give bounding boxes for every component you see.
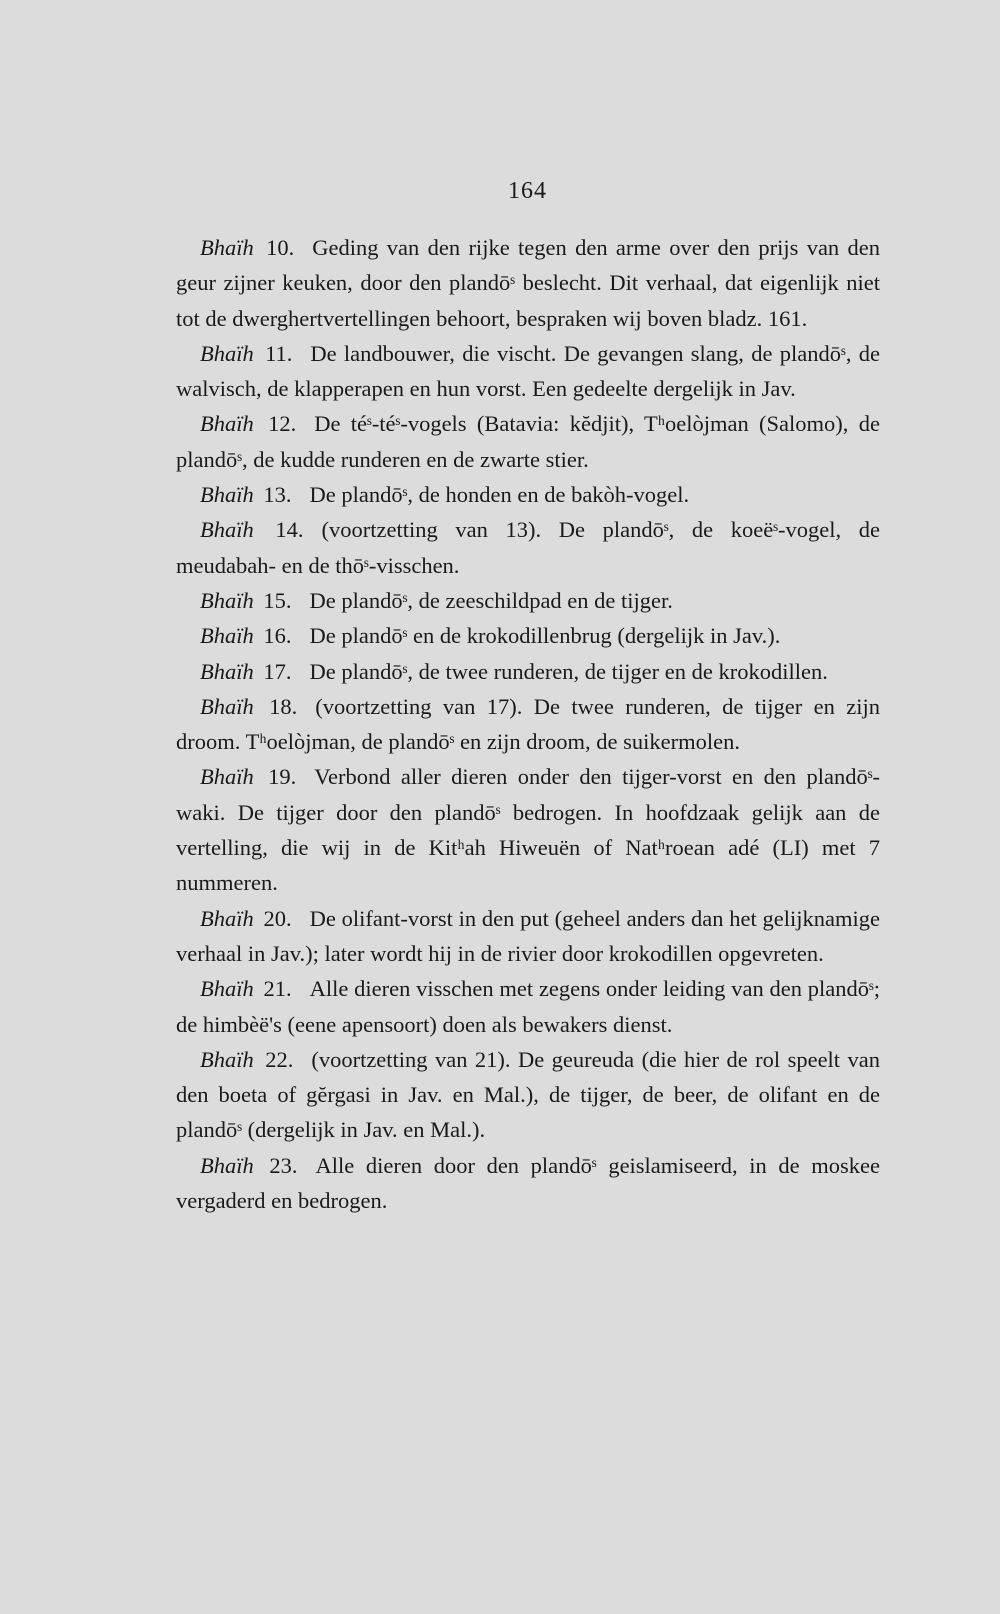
entry-label: Bhaïh	[200, 905, 254, 931]
entry-label: Bhaïh	[200, 1046, 254, 1072]
entry-text: De plandōˢ, de honden en de bakòh-vogel.	[309, 482, 690, 508]
entry-20	[176, 901, 880, 972]
entry-label: Bhaïh	[200, 517, 254, 543]
entry-text: Alle dieren visschen met zegens onder leiding van den plandōˢ; de himbèë's (eene apensoort) doen als bewakers dienst.	[176, 976, 881, 1037]
entry-label: Bhaïh	[200, 976, 254, 1002]
entry-16	[176, 618, 880, 653]
entry-label: Bhaïh	[200, 482, 254, 508]
entry-number: 13.	[263, 482, 292, 508]
entry-text: Geding van den rijke tegen den arme over den prijs van den geur zijner keuken, door den plandōˢ beslecht. Dit verhaal, dat eigenlijk niet tot de dwerghertvertellingen behoort, bespraken wij boven bladz. 161.	[176, 235, 881, 331]
entry-label: Bhaïh	[200, 693, 254, 719]
entry-14	[176, 512, 880, 583]
entry-number: 21.	[263, 976, 292, 1002]
entry-17	[176, 654, 880, 689]
entry-label: Bhaïh	[200, 764, 254, 790]
entry-label: Bhaïh	[200, 587, 254, 613]
entry-number: 10.	[266, 235, 295, 260]
page-number: 164	[508, 178, 547, 204]
entry-number: 22.	[265, 1046, 294, 1072]
entry-number: 11.	[265, 340, 293, 366]
entry-13	[176, 477, 880, 512]
entry-label: Bhaïh	[200, 1152, 254, 1178]
entry-text: (voortzetting van 21). De geureuda (die hier de rol speelt van den boeta of gĕrgasi in Jav. en Mal.), de tijger, de beer, de olifant en de plandōˢ (dergelijk in Jav. en Mal.).	[176, 1046, 880, 1143]
entry-10	[176, 230, 880, 336]
entry-text: De plandōˢ, de zeeschildpad en de tijger.	[309, 587, 673, 613]
entry-number: 20.	[263, 905, 292, 931]
entry-text: De plandōˢ, de twee runderen, de tijger en de krokodillen.	[309, 658, 828, 684]
entry-number: 15.	[263, 587, 292, 613]
entry-number: 17.	[263, 658, 292, 684]
entry-number: 16.	[263, 623, 292, 649]
entry-text: De landbouwer, die vischt. De gevangen slang, de plandōˢ, de walvisch, de klapperapen en hun vorst. Een gedeelte dergelijk in Jav.	[176, 340, 880, 402]
entry-text: De téˢ-téˢ-vogels (Batavia: kĕdjit), Tʰoelòjman (Salomo), de plandōˢ, de kudde runderen en de zwarte stier.	[176, 411, 880, 472]
entry-text: Alle dieren door den plandōˢ geislamiseerd, in de moskee vergaderd en bedrogen.	[176, 1152, 880, 1214]
entry-21	[176, 971, 880, 1042]
entry-number: 19.	[268, 764, 297, 790]
entry-18	[176, 689, 880, 760]
entry-number: 23.	[269, 1152, 298, 1178]
entry-number: 14.	[275, 517, 304, 543]
body-text	[176, 230, 880, 1218]
entry-number: 18.	[269, 693, 298, 719]
entry-12	[176, 406, 880, 477]
entry-label: Bhaïh	[200, 235, 254, 260]
entry-text: De olifant-vorst in den put (geheel anders dan het gelijknamige verhaal in Jav.); later wordt hij in de rivier door krokodillen opgevreten.	[176, 905, 880, 966]
entry-11	[176, 336, 880, 407]
entry-label: Bhaïh	[200, 411, 254, 437]
entry-text: (voortzetting van 17). De twee runderen, de tijger en zijn droom. Tʰoelòjman, de plandōˢ en zijn droom, de suikermolen.	[176, 693, 881, 755]
entry-text: De plandōˢ en de krokodillenbrug (dergelijk in Jav.).	[309, 623, 781, 649]
entry-label: Bhaïh	[200, 658, 254, 684]
entry-15	[176, 583, 880, 618]
entry-22	[176, 1042, 880, 1148]
entry-23	[176, 1148, 880, 1219]
entry-number: 12.	[268, 411, 297, 437]
entry-label: Bhaïh	[200, 623, 254, 649]
entry-text: (voortzetting van 13). De plandōˢ, de koeëˢ-vogel, de meudabah- en de thōˢ-visschen.	[176, 517, 880, 578]
entry-label: Bhaïh	[200, 340, 254, 366]
entry-19	[176, 759, 880, 900]
entry-text: Verbond aller dieren onder den tijger-vorst en den plandōˢ-waki. De tijger door den plandōˢ bedrogen. In hoofdzaak gelijk aan de vertelling, die wij in de Kitʰah Hiweuën of Natʰroean adé (LI) met 7 nummeren.	[176, 764, 880, 896]
